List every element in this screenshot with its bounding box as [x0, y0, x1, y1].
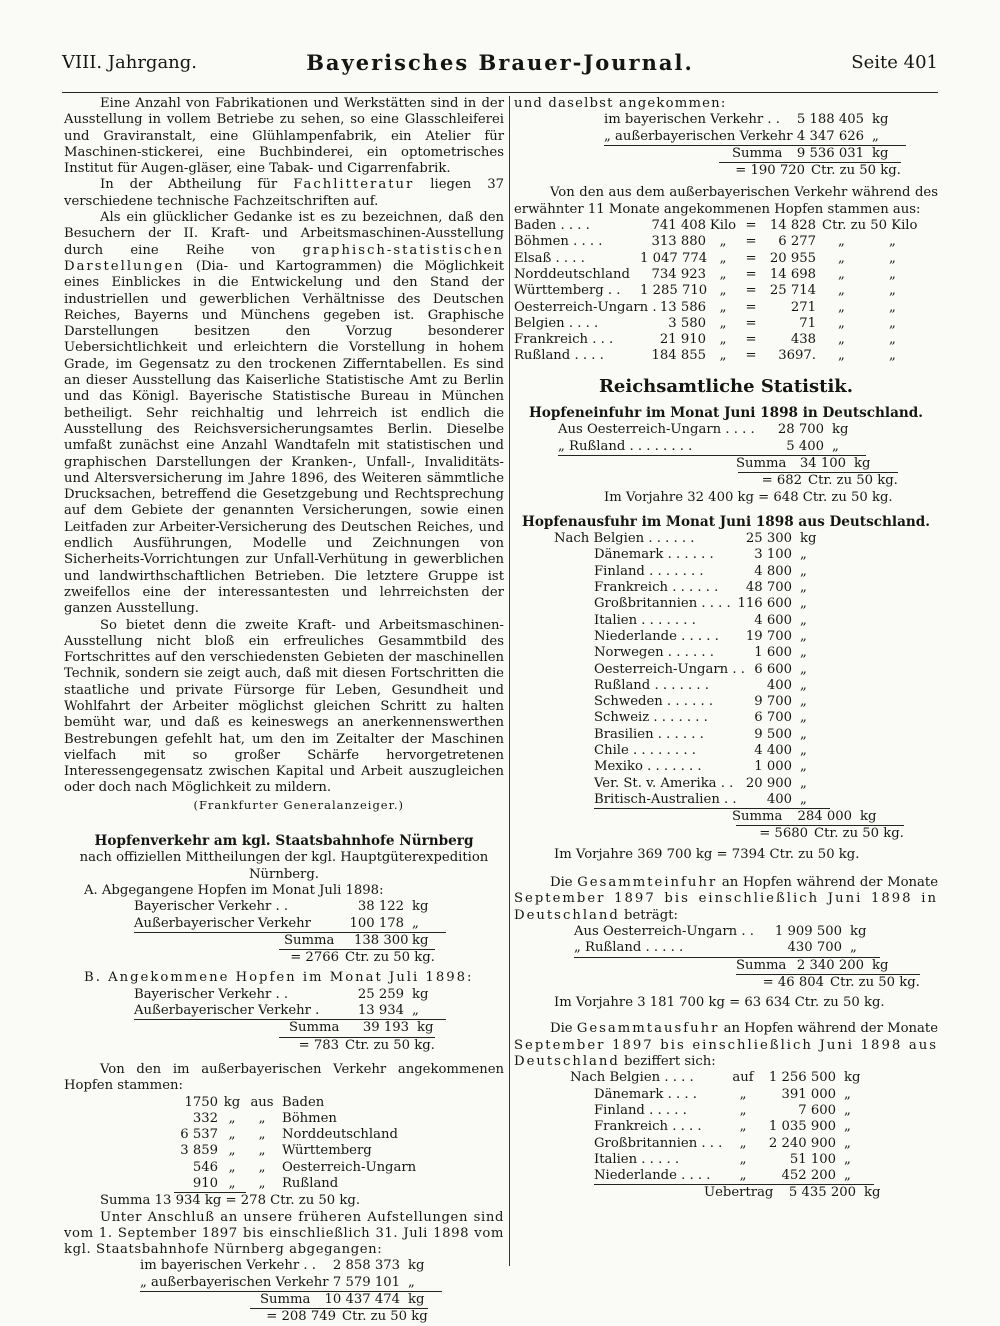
- gesammteinfuhr-vorjahr: Im Vorjahre 3 181 700 kg = 63 634 Ctr. zu 50 kg.: [554, 995, 885, 1011]
- table-row: = 5680 Ctr. zu 50 kg.: [514, 825, 938, 842]
- paragraph-fachlitteratur: In der Abtheilung für Fachlitteratur liegen 37 verschiedene technische Fachzeitschriften auf.: [64, 177, 504, 209]
- angekommen-heading: und daselbst angekommen:: [514, 96, 727, 111]
- table-row: Summa 39 193 kg: [289, 1020, 434, 1036]
- table-row: Brasilien . . . . . . 9 500 „: [594, 726, 807, 742]
- attribution: (Frankfurter Generalanzeiger.): [193, 797, 404, 812]
- table-row: = 46 804 Ctr. zu 50 kg.: [514, 974, 938, 991]
- origin-sum: Summa 13 934 kg = 278 Ctr. zu 50 kg.: [100, 1193, 361, 1209]
- table-row: Britisch-Australien . . 400 „: [514, 792, 938, 809]
- table-row: Oesterreich-Ungarn . 13 586 „ = 271 „ „: [514, 299, 896, 315]
- table-row: Niederlande . . . . . 19 700 „: [594, 628, 807, 644]
- reichsamtliche-statistik-title: Reichsamtliche Statistik.: [598, 375, 854, 397]
- left-column: [64, 96, 504, 1326]
- origin-table: [64, 1095, 504, 1210]
- table-row: = 682 Ctr. zu 50 kg.: [514, 472, 938, 489]
- table-row: Aus Oesterreich-Ungarn . . 1 909 500 kg: [574, 923, 867, 939]
- table-row: Italien . . . . . „ 51 100 „: [594, 1151, 851, 1167]
- table-row: Chile . . . . . . . . 4 400 „: [594, 742, 807, 758]
- table-row: Rußland . . . . . . . 400 „: [594, 677, 807, 693]
- table-row: Elsaß . . . . 1 047 774 „ = 20 955 „ „: [514, 250, 896, 266]
- section-b-table: [64, 987, 504, 1054]
- table-row: Norwegen . . . . . . 1 600 „: [594, 645, 807, 661]
- hopfenverkehr-subtitle: nach offiziellen Mittheilungen der kgl. Hauptgüterexpedition Nürnberg.: [79, 850, 489, 882]
- table-row: Oesterreich-Ungarn . . 6 600 „: [594, 661, 807, 677]
- einfuhr-vorjahr: Im Vorjahre 32 400 kg = 648 Ctr. zu 50 kg.: [604, 489, 893, 505]
- table-row: Außerbayerischer Verkehr 100 178 „: [64, 916, 504, 933]
- table-row: 546 „ „ Oesterreich-Ungarn: [192, 1159, 417, 1175]
- table-row: Rußland . . . . 184 855 „ = 3697. „ „: [514, 348, 896, 364]
- paragraph-statistik: Als ein glücklicher Gedanke ist es zu bezeichnen, daß den Besuchern der II. Kraft- und Arbeitsmaschinen-Ausstellung durch eine Reihe von graphisch-statistischen Darstellungen (Dia- und Kartogrammen) die Möglichkeit eines Einblickes in die Entwickelung und den Stand der industriellen und gewerblichen Verhältnisse des Deutschen Reiches, Bayerns und Münchens gegeben ist. Graphische Darstellungen besitzen den Vorzug besonderer Uebersichtlichkeit und erleichtern die Vorstellung in hohem Grade, im Gegensatz zu den trockenen Zifferntabellen. Es sind an dieser Ausstellung das Kaiserliche Statistische Amt zu Berlin und das Königl. Bayerische Statistische Bureau in München betheiligt. Sehr reichhaltig und lehrreich ist endlich die Ausstellung des Reichsversicherungsamtes Berlin. Dieselbe umfaßt zunächst eine Anzahl Wandtafeln mit statistischen und graphischen Darstellungen der Kranken-, Unfall-, Invaliditäts- und Altersversicherung im Jahre 1896, des Weiteren sämmtliche Drucksachen, betreffend die Gesetzgebung und Rechtsprechung auf dem Gebiete der genannten Versicherungen, sowie einen Leitfaden zur Arbeiter-Versicherung des Deutschen Reiches, und endlich Ausführungen, Modelle und Zeichnungen von Sicherheits-Vorrichtungen zur Unfall-Verhütung in gewerblichen und landwirthschaftlichen Betrieben. Die letztere Gruppe ist zweifellos eine der interessantesten und lehrreichsten der ganzen Ausstellung.: [64, 210, 504, 617]
- table-row: Frankreich . . . . „ 1 035 900 „: [594, 1119, 851, 1135]
- herkunft-table: [514, 218, 938, 365]
- column-divider: [509, 96, 510, 1266]
- paragraph-fabrikationen: Eine Anzahl von Fabrikationen und Werkstätten sind in der Ausstellung in vollem Betriebe zu sehen, so eine Glasschleiferei und Graviranstalt, eine Glühlampenfabrik, ein Atelier für Maschinen-stickerei, eine Buchbinderei, ein optometrisches Institut für Augen-gläser, eine Tabak- und Cigarrenfabrik.: [64, 96, 504, 177]
- table-row: Großbritannien . . . . 116 600 „: [594, 596, 807, 612]
- table-row: 3 859 „ „ Württemberg: [180, 1143, 372, 1159]
- table-row: Bayerischer Verkehr . . 38 122 kg: [134, 899, 429, 915]
- table-row: Summa 284 000 kg: [732, 809, 877, 825]
- section-a-heading: A. Abgegangene Hopfen im Monat Juli 1898:: [84, 882, 384, 898]
- table-row: im bayerischen Verkehr . . 2 858 373 kg: [140, 1258, 425, 1274]
- table-row: Frankreich . . . . . . 48 700 „: [594, 580, 807, 596]
- table-row: Bayerischer Verkehr . . 25 259 kg: [134, 986, 429, 1002]
- table-row: Baden . . . . 741 408 Kilo = 14 828 Ctr. zu 50 Kilo: [514, 218, 918, 234]
- table-row: Mexiko . . . . . . . 1 000 „: [594, 759, 807, 775]
- right-column: [514, 96, 938, 1202]
- ausfuhr-vorjahr: Im Vorjahre 369 700 kg = 7394 Ctr. zu 50 kg.: [554, 846, 860, 862]
- table-row: = 2766 Ctr. zu 50 kg.: [64, 949, 504, 966]
- gesammteinfuhr-paragraph: Die Gesammteinfuhr an Hopfen während der Monate September 1897 bis einschließlich Juni 1898 in Deutschland beträgt:: [514, 875, 938, 923]
- section-a-table: [64, 899, 504, 966]
- journal-title: Bayerisches Brauer-Journal.: [306, 50, 694, 75]
- table-row: Böhmen . . . . 313 880 „ = 6 277 „ „: [514, 234, 896, 250]
- table-row: 332 „ „ Böhmen: [192, 1110, 337, 1126]
- table-row: Ver. St. v. Amerika . . 20 900 „: [594, 775, 807, 791]
- page-number: Seite 401: [851, 52, 938, 73]
- table-row: „ Rußland . . . . . . . . 5 400 „: [514, 439, 938, 456]
- table-row: „ außerbayerischen Verkehr 7 579 101 „: [64, 1275, 504, 1292]
- table-row: Dänemark . . . . . . 3 100 „: [594, 547, 807, 563]
- ausfuhr-table: [514, 531, 938, 863]
- table-row: Nach Belgien . . . . . . 25 300 kg: [554, 531, 817, 547]
- table-row: = 783 Ctr. zu 50 kg.: [64, 1037, 504, 1054]
- table-row: Summa 10 437 474 kg: [260, 1292, 425, 1308]
- einfuhr-table: [514, 422, 938, 505]
- herkunft-intro: Von den aus dem außerbayerischen Verkehr während des erwähnter 11 Monate angekommenen Hopfen stammen aus:: [514, 185, 938, 217]
- table-row: Schweden . . . . . . 9 700 „: [594, 694, 807, 710]
- table-row: Niederlande . . . . „ 452 200 „: [514, 1168, 938, 1185]
- gesammteinfuhr-table: [514, 924, 938, 1011]
- table-row: Schweiz . . . . . . . 6 700 „: [594, 710, 807, 726]
- gesammtausfuhr-paragraph: Die Gesammtausfuhr an Hopfen während der Monate September 1897 bis einschließlich Juni 1898 aus Deutschland beziffert sich:: [514, 1021, 938, 1070]
- table-row: Dänemark . . . . „ 391 000 „: [594, 1086, 851, 1102]
- table-row: Summa 9 536 031 kg: [732, 145, 889, 161]
- table-row: Uebertrag 5 435 200 kg: [704, 1185, 881, 1201]
- table-row: Summa 34 100 kg: [736, 455, 871, 471]
- gesammtausfuhr-table: [514, 1070, 938, 1201]
- section-b-heading: B. Angekommene Hopfen im Monat Juli 1898:: [84, 970, 474, 986]
- anschluss-paragraph: Unter Anschluß an unsere früheren Aufstellungen sind vom 1. September 1897 bis einschließlich 31. Juli 1898 vom kgl. Staatsbahnhofe Nürnberg abgegangen:: [64, 1209, 504, 1258]
- origin-intro: Von den im außerbayerischen Verkehr angekommenen Hopfen stammen:: [64, 1061, 504, 1094]
- table-row: = 190 720 Ctr. zu 50 kg.: [514, 162, 938, 179]
- table-row: Aus Oesterreich-Ungarn . . . . 28 700 kg: [558, 422, 849, 438]
- page-header: [62, 52, 938, 93]
- table-row: Italien . . . . . . . 4 600 „: [594, 612, 807, 628]
- table-row: Norddeutschland 734 923 „ = 14 698 „ „: [514, 266, 896, 282]
- table-row: Frankreich . . . 21 910 „ = 438 „ „: [514, 332, 896, 348]
- table-row: Finland . . . . . . . 4 800 „: [594, 563, 807, 579]
- table-row: Finland . . . . . „ 7 600 „: [594, 1102, 851, 1118]
- ausfuhr-title: Hopfenausfuhr im Monat Juni 1898 aus Deutschland.: [522, 513, 930, 530]
- einfuhr-title: Hopfeneinfuhr im Monat Juni 1898 in Deutschland.: [528, 405, 924, 422]
- table-row: Summa 2 340 200 kg: [736, 957, 889, 973]
- volume-label: VIII. Jahrgang.: [62, 52, 198, 73]
- angekommen-table: [514, 112, 938, 179]
- table-row: Belgien . . . . 3 580 „ = 71 „ „: [514, 315, 896, 331]
- table-row: Großbritannien . . . „ 2 240 900 „: [594, 1135, 851, 1151]
- paragraph-schluss: So bietet denn die zweite Kraft- und Arbeitsmaschinen-Ausstellung nicht bloß ein erfreuliches Gesammtbild des Fortschrittes auf den verschiedensten Gebieten der maschinellen Technik, sondern sie zeigt auch, daß mit diesen Fortschritten die staatliche und private Fürsorge für Leben, Gesundheit und Wohlfahrt der Arbeiter möglichst gleichen Schritt zu halten bemüht war, und daß es keineswegs an anerkennenswerthen Bestrebungen gefehlt hat, um den im Zeitalter der Maschinen vielfach mit so großer Schärfe hervorgetretenen Interessengegensatz zwischen Kapital und Arbeit auszugleichen oder doch nach Möglichkeit zu mildern.: [64, 617, 504, 796]
- table-row: = 208 749 Ctr. zu 50 kg: [64, 1308, 504, 1325]
- table-row: 6 537 „ „ Norddeutschland: [180, 1127, 398, 1143]
- table-row: Nach Belgien . . . . auf 1 256 500 kg: [570, 1070, 861, 1086]
- table-row: „ außerbayerischen Verkehr 4 347 626 „: [514, 129, 938, 146]
- table-row: 910 „ „ Rußland: [64, 1176, 504, 1193]
- table-row: Württemberg . . 1 285 710 „ = 25 714 „ „: [514, 283, 896, 299]
- abgegangen-table: [64, 1258, 504, 1325]
- table-row: Summa 138 300 kg: [284, 932, 429, 948]
- table-row: im bayerischen Verkehr . . 5 188 405 kg: [604, 112, 889, 128]
- hopfenverkehr-title: Hopfenverkehr am kgl. Staatsbahnhofe Nürnberg: [94, 833, 474, 850]
- table-row: 1750 kg aus Baden: [184, 1094, 325, 1110]
- table-row: Außerbayerischer Verkehr . 13 934 „: [64, 1003, 504, 1020]
- table-row: „ Rußland . . . . . 430 700 „: [514, 940, 938, 957]
